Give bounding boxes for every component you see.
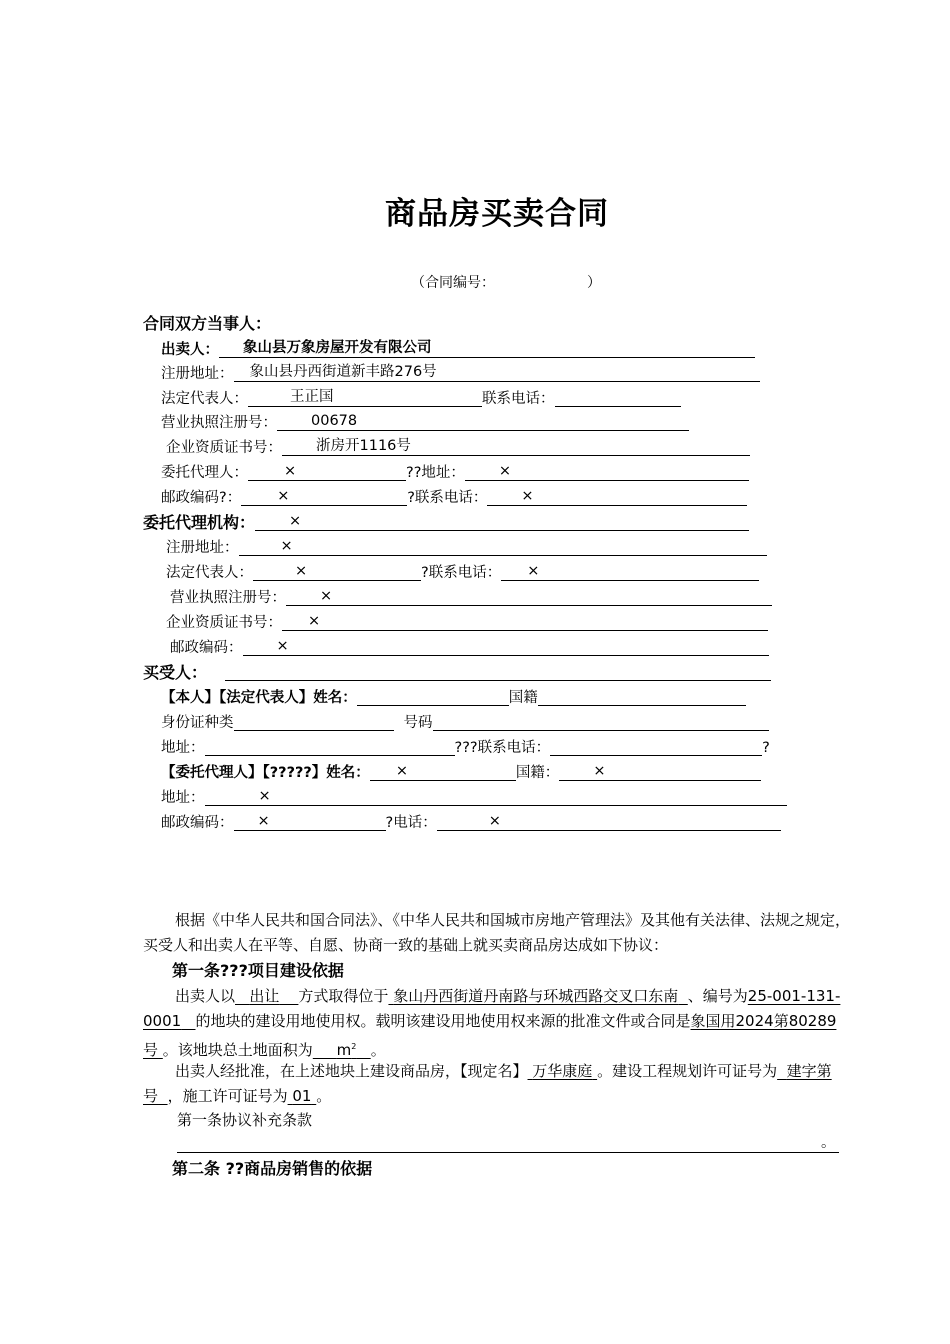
supplement-field[interactable]	[177, 1135, 839, 1153]
contract-number	[411, 272, 601, 292]
agency-cert-row	[166, 613, 768, 633]
seller-postcode-field[interactable]	[241, 488, 407, 506]
p1-number-value: 25-001-131-0001	[143, 987, 841, 1030]
p1-method-value: 出让	[249, 987, 280, 1005]
p1-text-d: 的地块的建设用地使用权。载明该建设用地使用权来源的批准文件或合同是	[195, 1012, 691, 1030]
agency-rep-field[interactable]	[253, 563, 421, 581]
buyer-id-type-label: 身份证种类	[161, 715, 234, 731]
p1-text-a: 出卖人以	[175, 987, 236, 1005]
buyer-self-label: 【本人】【法定代表人】姓名：	[161, 690, 357, 706]
buyer-postcode: ×	[257, 813, 270, 829]
p2-permit	[288, 1087, 317, 1105]
buyer-agent-nat: ×	[593, 763, 606, 779]
seller-address: 象山县丹西街道新丰路276号	[249, 364, 437, 380]
seller-agent-phone: ×	[521, 488, 534, 504]
seller-agent-label: 委托代理人：	[161, 465, 248, 481]
agency-postcode-label: 邮政编码：	[170, 640, 243, 656]
seller-cert: 浙房开1116号	[316, 438, 411, 454]
buyer-phone-tail: ?	[762, 740, 770, 756]
buyer-self-name-field[interactable]	[357, 688, 509, 706]
buyer-agent-addr-field[interactable]	[205, 788, 787, 806]
buyer-self-row	[161, 688, 746, 708]
buyer-phone-label: ???联系电话：	[454, 740, 551, 756]
p1-area-unit: m	[336, 1041, 352, 1059]
buyer-agent-addr: ×	[258, 788, 271, 804]
agency-label: 委托代理机构：	[143, 513, 256, 532]
agency-address-field[interactable]	[239, 538, 767, 556]
buyer-id-no-field[interactable]	[433, 713, 769, 731]
seller-license: 00678	[311, 413, 358, 429]
seller-agent-addr: ×	[498, 463, 512, 479]
seller-agent-row	[161, 463, 749, 483]
buyer-agent-label: 【委托代理人】【?????】姓名：	[161, 765, 370, 781]
seller-agent-phone-label: ?联系电话：	[407, 490, 488, 506]
buyer-address-label: 地址：	[161, 740, 205, 756]
seller-phone-field[interactable]	[555, 389, 681, 407]
p2-name	[528, 1062, 598, 1080]
buyer-postcode-field[interactable]	[234, 813, 386, 831]
buyer-postcode-label: 邮政编码：	[161, 815, 234, 831]
agency-address-row	[166, 538, 767, 558]
buyer-phone-field[interactable]	[550, 738, 762, 756]
article-1-paragraph-1	[143, 984, 853, 1063]
seller-license-row	[161, 413, 689, 433]
buyer-postcode-row	[161, 813, 781, 833]
agency-phone: ×	[527, 563, 540, 579]
agency-license: ×	[320, 588, 333, 604]
buyer-address-row	[161, 738, 770, 758]
agency-address-label: 注册地址：	[166, 540, 239, 556]
contract-number-close: ）	[587, 275, 601, 291]
article-1-heading: 第一条???项目建设依据	[172, 961, 344, 980]
p2-text-b: 。建设工程规划许可证号为	[597, 1062, 778, 1080]
p1-area	[313, 1041, 371, 1059]
buyer-id-type-field[interactable]	[234, 713, 394, 731]
seller-agent-addr-label: ??地址：	[406, 465, 465, 481]
agency-cert-label: 企业资质证书号：	[166, 615, 282, 631]
buyer-nationality-label: 国籍	[508, 690, 538, 706]
p2-permit-value: 01	[292, 1087, 312, 1105]
agency-cert: ×	[308, 613, 321, 629]
seller-rep-field[interactable]	[248, 389, 482, 407]
buyer-nationality-field[interactable]	[538, 688, 746, 706]
agency-rep-label: 法定代表人：	[166, 565, 253, 581]
seller-postcode: ×	[277, 488, 290, 504]
buyer-agent-nat-field[interactable]	[559, 763, 761, 781]
agency-rep-row	[166, 563, 759, 583]
agency-rep: ×	[295, 563, 308, 579]
buyer-id-no-label: 号码	[403, 715, 433, 731]
seller-license-field[interactable]	[277, 413, 689, 431]
seller-address-field[interactable]	[234, 364, 760, 382]
seller-cert-field[interactable]	[282, 438, 750, 456]
parties-heading: 合同双方当事人：	[143, 314, 272, 333]
seller-name: 象山县万象房屋开发有限公司	[243, 340, 432, 356]
p2-name-value: 万华康庭	[532, 1062, 593, 1080]
seller-postcode-label: 邮政编码?：	[161, 490, 242, 506]
agency-name: ×	[289, 513, 302, 529]
supplement-label: 第一条协议补充条款	[177, 1111, 313, 1129]
seller-rep: 王正国	[290, 389, 334, 405]
supplement-line[interactable]	[177, 1135, 839, 1155]
buyer-id-row	[161, 713, 769, 733]
document-title: 商品房买卖合同	[385, 196, 609, 232]
p2-plan-value: 建字第号	[143, 1062, 832, 1105]
agency-postcode: ×	[276, 638, 289, 654]
supplement-end: 。	[821, 1135, 836, 1151]
agency-license-label: 营业执照注册号：	[170, 590, 286, 606]
seller-license-label: 营业执照注册号：	[161, 415, 277, 431]
p1-text-c: 、编号为	[687, 987, 748, 1005]
intro-paragraph: 根据《中华人民共和国合同法》、《中华人民共和国城市房地产管理法》及其他有关法律、法规之规定，买受人和出卖人在平等、自愿、协商一致的基础上就买卖商品房达成如下协议：	[143, 911, 851, 954]
p2-text-c: ，施工许可证号为	[167, 1087, 288, 1105]
seller-agent-phone-field[interactable]	[487, 488, 747, 506]
seller-agent-field[interactable]	[248, 463, 406, 481]
p1-text-f: 。	[370, 1041, 386, 1059]
p2-text-a: 出卖人经批准，在上述地块上建设商品房，【现定名】	[175, 1062, 528, 1080]
p1-method	[235, 987, 298, 1005]
buyer-agent-phone-field[interactable]	[437, 813, 781, 831]
agency-phone-label: ?联系电话：	[421, 565, 502, 581]
article-2-heading: 第二条 ??商品房销售的依据	[172, 1159, 373, 1178]
buyer-agent-addr-label: 地址：	[161, 790, 205, 806]
agency-postcode-field[interactable]	[243, 638, 769, 656]
seller-address-row	[161, 364, 760, 384]
seller-address-label: 注册地址：	[161, 366, 234, 382]
agency-license-field[interactable]	[286, 588, 772, 606]
buyer-address-field[interactable]	[205, 738, 455, 756]
buyer-agent-row	[161, 763, 761, 783]
p1-doc-value: 象国用2024第80289号	[143, 1012, 837, 1059]
seller-cert-label: 企业资质证书号：	[166, 440, 282, 456]
p1-area-sup: 2	[351, 1042, 357, 1051]
seller-label: 出卖人：	[161, 342, 219, 358]
buyer-agent-nat-label: 国籍：	[515, 765, 560, 781]
seller-cert-row	[166, 438, 750, 458]
buyer-label: 买受人：	[143, 663, 208, 682]
buyer-agent: ×	[395, 763, 408, 779]
seller-agent: ×	[284, 463, 297, 479]
agency-row	[143, 513, 749, 533]
seller-row	[161, 340, 755, 360]
buyer-agent-phone: ×	[488, 813, 501, 829]
agency-cert-field[interactable]	[282, 613, 768, 631]
buyer-agent-field[interactable]	[370, 763, 516, 781]
seller-name-field[interactable]	[219, 340, 755, 358]
p1-location	[388, 987, 687, 1005]
seller-agent-addr-field[interactable]	[465, 463, 749, 481]
seller-rep-row	[161, 389, 681, 409]
p2-text-d: 。	[316, 1087, 332, 1105]
seller-postcode-row	[161, 488, 747, 508]
agency-license-row	[170, 588, 772, 608]
agency-address: ×	[280, 538, 293, 554]
buyer-agent-phone-label: ?电话：	[385, 815, 437, 831]
contract-number-label: （合同编号：	[411, 275, 495, 291]
buyer-row	[143, 663, 771, 683]
p1-text-e: 。该地块总土地面积为	[162, 1041, 313, 1059]
agency-postcode-row	[170, 638, 769, 658]
buyer-name-field[interactable]	[225, 663, 771, 681]
agency-name-field[interactable]	[255, 513, 749, 531]
buyer-agent-addr-row	[161, 788, 787, 808]
seller-phone-label: 联系电话：	[482, 391, 555, 407]
article-1-paragraph-2	[143, 1059, 853, 1109]
p1-location-value: 象山丹西街道丹南路与环城西路交叉口东南	[393, 987, 679, 1005]
p1-text-b: 方式取得位于	[298, 987, 389, 1005]
agency-phone-field[interactable]	[501, 563, 759, 581]
seller-rep-label: 法定代表人：	[161, 391, 248, 407]
